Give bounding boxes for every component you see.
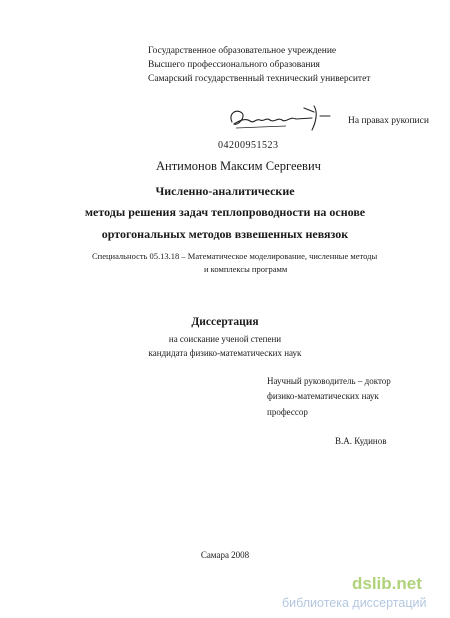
degree-line-1: на соискание ученой степени — [168, 334, 282, 344]
institution-line-1: Государственное образовательное учреждение — [148, 46, 337, 56]
catalog-number: 04200951523 — [218, 140, 279, 151]
city-year: Самара 2008 — [200, 550, 250, 560]
author-name: Антимонов Максим Сергеевич — [156, 159, 321, 173]
title-line-2: методы решения задач теплопроводности на основе — [84, 205, 366, 219]
supervisor-line-3: профессор — [267, 407, 308, 417]
supervisor-name: В.А. Кудинов — [335, 436, 387, 446]
manuscript-rights-note: На правах рукописи — [348, 116, 429, 126]
supervisor-line-1: Научный руководитель – доктор — [267, 376, 391, 386]
watermark-caption: библиотека диссертаций — [282, 596, 427, 610]
institution-line-2: Высшего профессионального образования — [148, 60, 320, 70]
signature — [226, 104, 334, 134]
supervisor-line-2: физико-математических наук — [267, 391, 379, 401]
title-line-1: Численно-аналитические — [155, 184, 295, 198]
title-line-3: ортогональных методов взвешенных невязок — [101, 227, 349, 241]
document-type: Диссертация — [191, 316, 259, 328]
specialty-line-1: Специальность 05.13.18 – Математическое моделирование, численные методы — [92, 251, 378, 261]
specialty-line-2: и комплексы программ — [204, 264, 288, 274]
institution-line-3: Самарский государственный технический университет — [148, 74, 371, 84]
watermark-logo: dslib.net — [352, 574, 422, 593]
degree-line-2: кандидата физико-математических наук — [148, 348, 302, 358]
